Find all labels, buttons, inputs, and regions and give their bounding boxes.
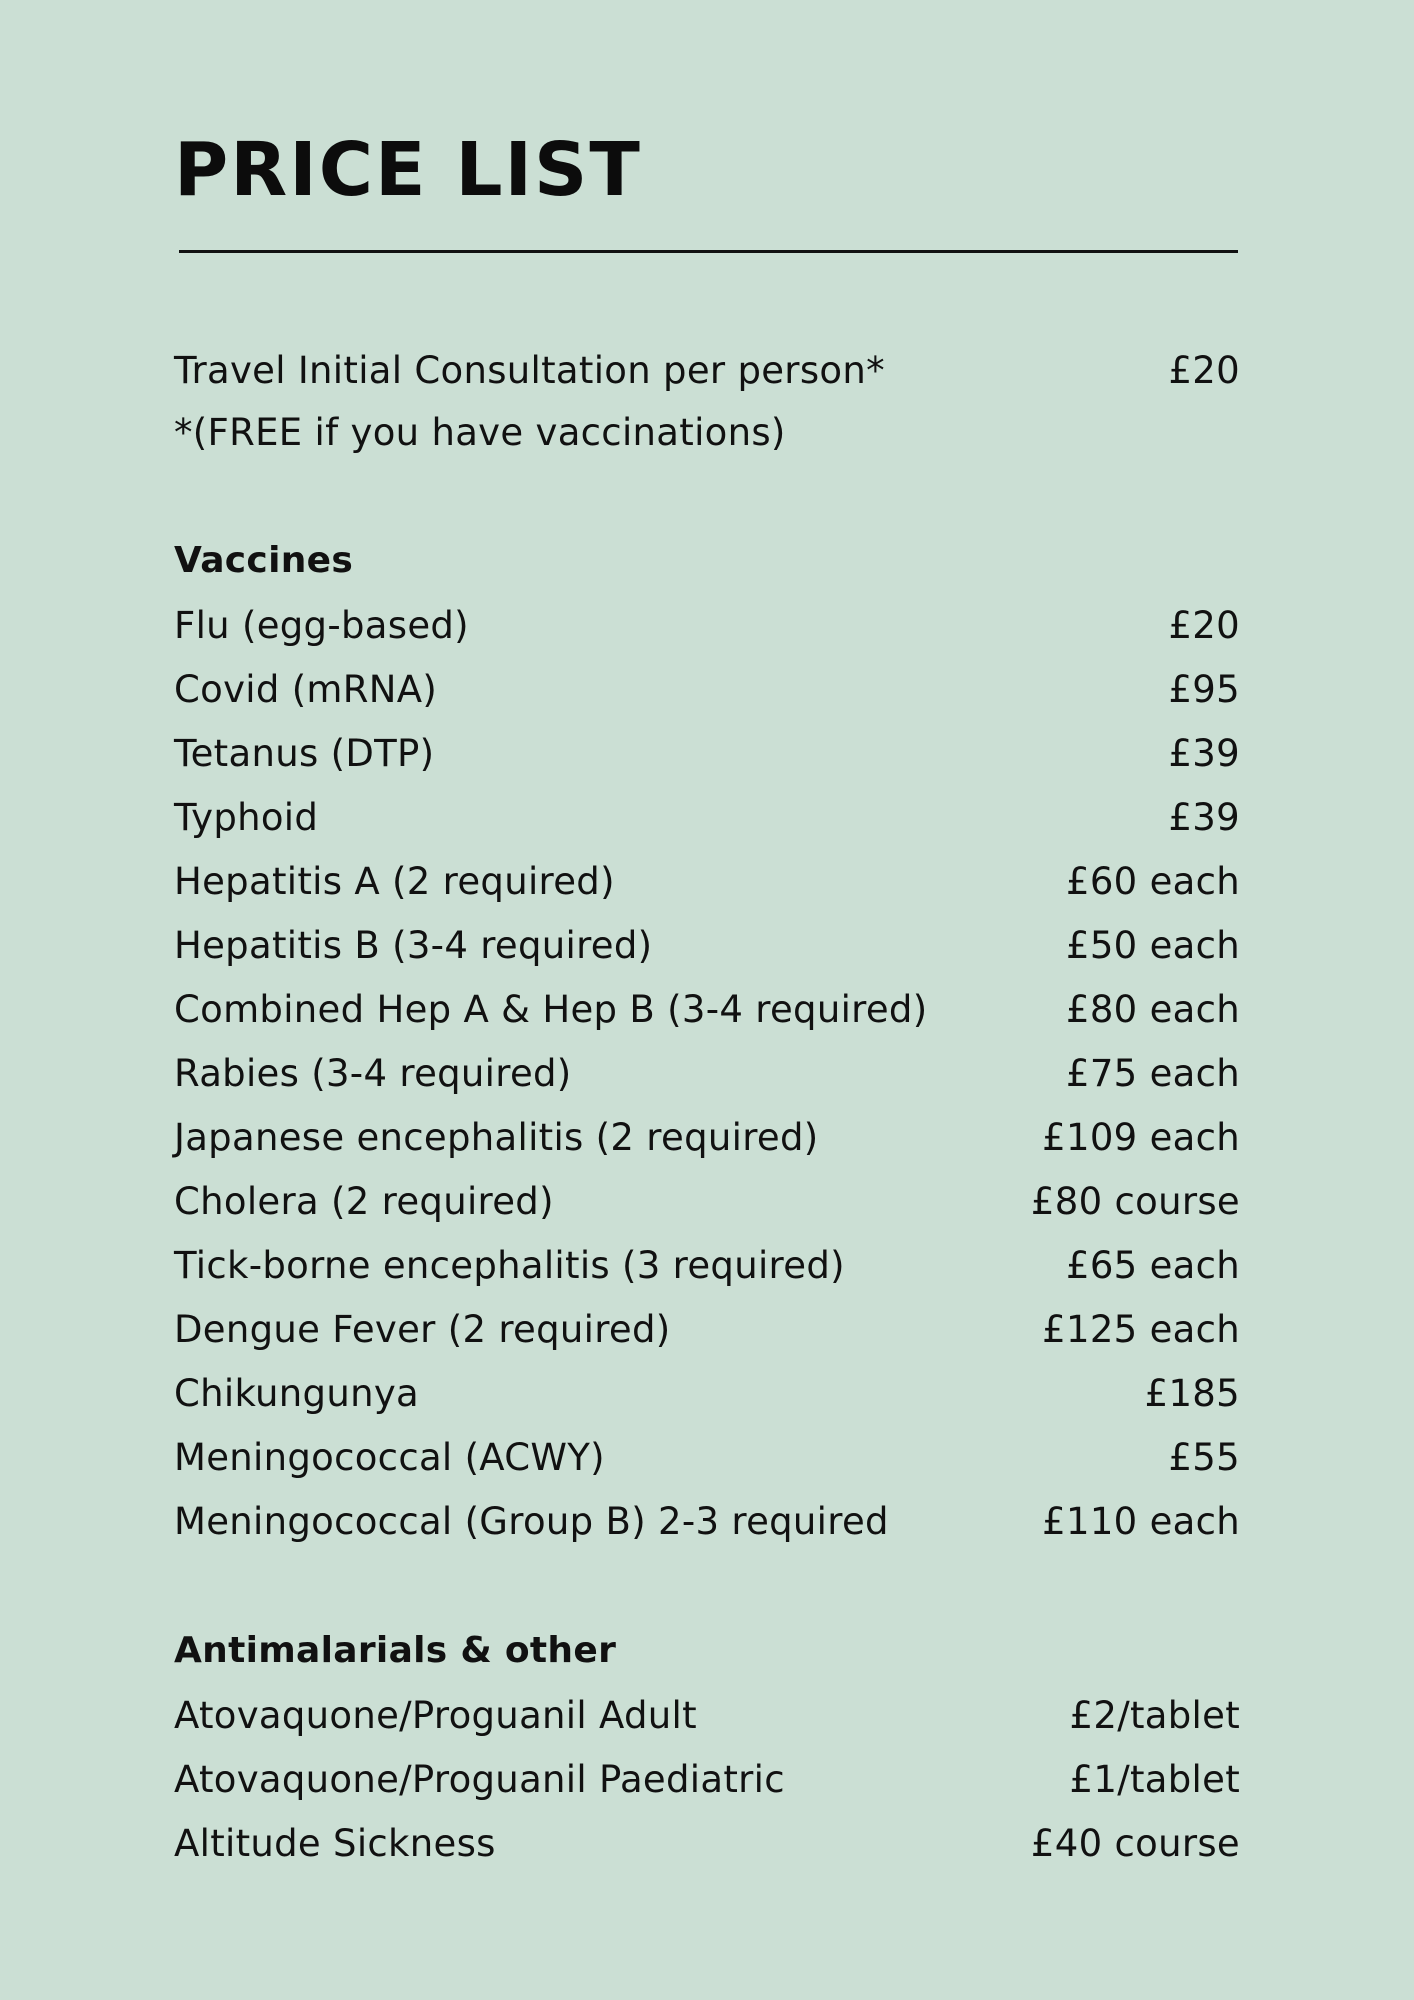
vaccine-name: Meningococcal (ACWY) [174,1435,605,1479]
antimalarial-row [174,1811,1240,1875]
vaccine-row [174,1297,1240,1361]
vaccine-price: £65 each [1065,1243,1240,1287]
vaccine-row [174,849,1240,913]
vaccine-price: £60 each [1065,859,1240,903]
consultation-price: £20 [1168,348,1240,392]
vaccine-row [174,1169,1240,1233]
vaccine-row [174,1425,1240,1489]
antimalarial-price: £1/tablet [1069,1757,1240,1801]
vaccine-name: Dengue Fever (2 required) [174,1307,671,1351]
vaccines-heading: Vaccines [174,540,354,581]
title-divider [179,250,1238,253]
antimalarial-row [174,1747,1240,1811]
vaccine-price: £55 [1168,1435,1240,1479]
vaccine-row [174,721,1240,785]
antimalarials-heading: Antimalarials & other [174,1630,617,1671]
vaccine-price: £110 each [1042,1499,1240,1543]
vaccine-name: Tick-borne encephalitis (3 required) [174,1243,845,1287]
consultation-note: *(FREE if you have vaccinations) [174,411,786,454]
page-title: PRICE LIST [174,127,642,213]
vaccine-name: Chikungunya [174,1371,420,1415]
antimalarial-name: Atovaquone/Proguanil Adult [174,1693,697,1737]
vaccine-row [174,913,1240,977]
vaccine-name: Flu (egg-based) [174,603,469,647]
antimalarial-row [174,1683,1240,1747]
vaccine-row [174,1105,1240,1169]
vaccine-row [174,657,1240,721]
vaccine-name: Hepatitis A (2 required) [174,859,615,903]
vaccine-name: Rabies (3-4 required) [174,1051,572,1095]
vaccine-price: £39 [1168,731,1240,775]
antimalarial-price: £40 course [1030,1821,1240,1865]
vaccine-name: Hepatitis B (3-4 required) [174,923,653,967]
vaccine-row [174,1489,1240,1553]
vaccine-price: £20 [1168,603,1240,647]
vaccine-name: Covid (mRNA) [174,667,438,711]
vaccine-row [174,977,1240,1041]
antimalarial-price: £2/tablet [1069,1693,1240,1737]
consultation-name: Travel Initial Consultation per person* [174,348,885,392]
vaccine-price: £80 course [1030,1179,1240,1223]
vaccine-row [174,593,1240,657]
vaccine-price: £95 [1168,667,1240,711]
vaccine-name: Meningococcal (Group B) 2-3 required [174,1499,889,1543]
vaccine-price: £50 each [1065,923,1240,967]
consultation-row [174,338,1240,402]
vaccine-price: £75 each [1065,1051,1240,1095]
vaccine-price: £125 each [1042,1307,1240,1351]
vaccine-row [174,1361,1240,1425]
antimalarial-name: Altitude Sickness [174,1821,496,1865]
vaccine-name: Typhoid [174,795,319,839]
vaccine-price: £109 each [1042,1115,1240,1159]
vaccine-price: £39 [1168,795,1240,839]
vaccine-row [174,1233,1240,1297]
vaccine-name: Combined Hep A & Hep B (3-4 required) [174,987,928,1031]
vaccine-row [174,785,1240,849]
vaccine-name: Tetanus (DTP) [174,731,435,775]
vaccine-name: Cholera (2 required) [174,1179,554,1223]
vaccine-name: Japanese encephalitis (2 required) [174,1115,819,1159]
vaccine-row [174,1041,1240,1105]
vaccine-price: £185 [1144,1371,1240,1415]
vaccine-price: £80 each [1065,987,1240,1031]
antimalarial-name: Atovaquone/Proguanil Paediatric [174,1757,785,1801]
